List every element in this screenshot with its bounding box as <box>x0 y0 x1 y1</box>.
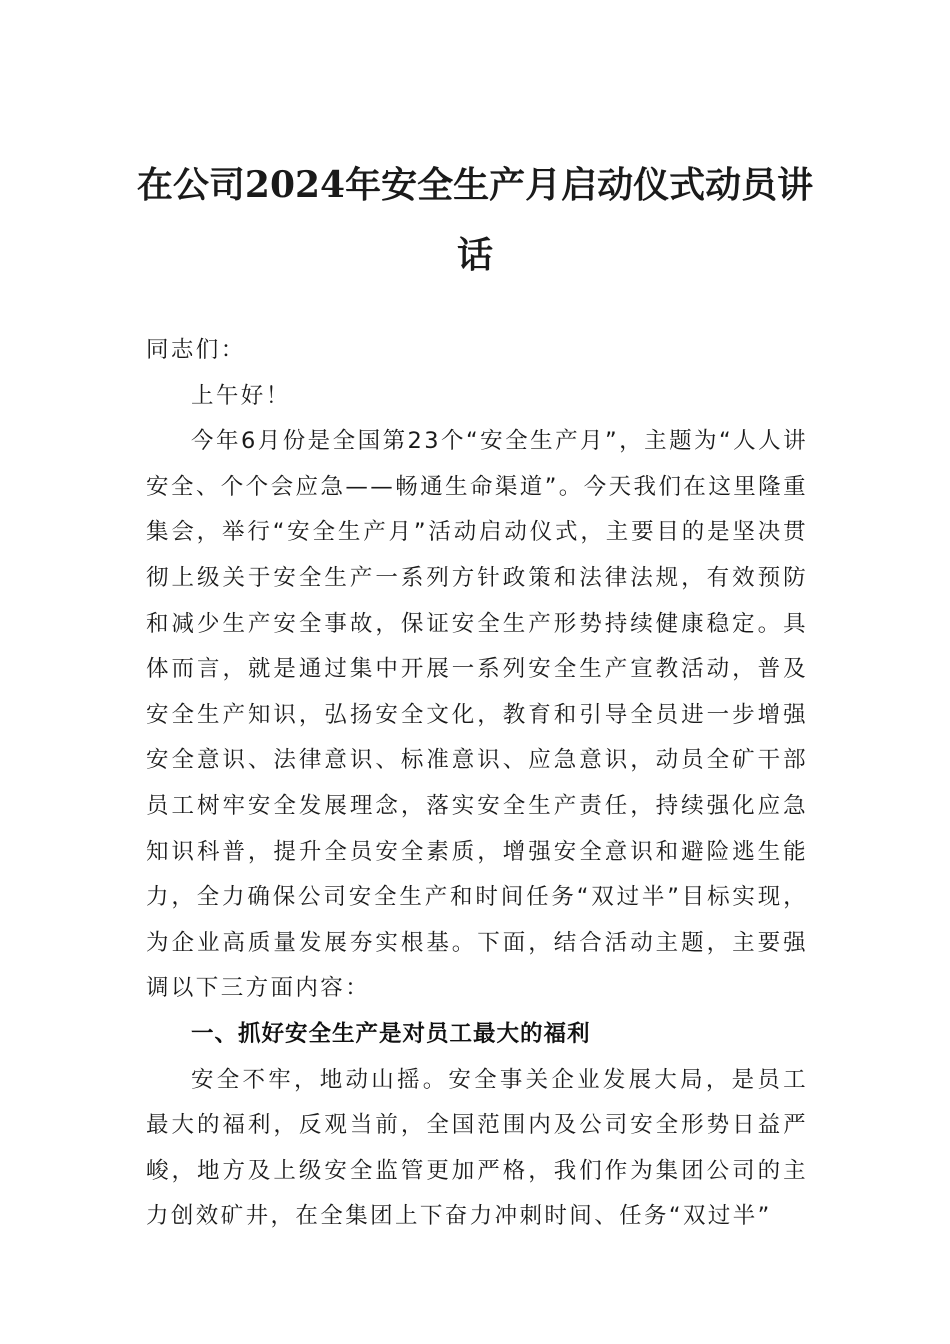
paragraph-section-1: 安全不牢，地动山摇。安全事关企业发展大局，是员工最大的福利，反观当前，全国范围内及公司安全形势日益严峻，地方及上级安全监管更加严格，我们作为集团公司的主力创效矿井，在全集团上下奋力冲刺时间、任务“双过半” <box>146 1066 808 1230</box>
section-heading-1: 一、抓好安全生产是对员工最大的福利 <box>191 1020 591 1047</box>
document-body <box>146 328 808 1240</box>
document-title: 在公司2024年安全生产月启动仪式动员讲话 <box>136 164 814 276</box>
greeting: 上午好！ <box>191 382 291 409</box>
paragraph-intro: 今年6月份是全国第23个“安全生产月”，主题为“人人讲安全、个个会应急——畅通生命渠道”。今天我们在这里隆重集会，举行“安全生产月”活动启动仪式，主要目的是坚决贯彻上级关于安全生产一系列方针政策和法律法规，有效预防和减少生产安全事故，保证安全生产形势持续健康稳定。具体而言，就是通过集中开展一系列安全生产宣教活动，普及安全生产知识，弘扬安全文化，教育和引导全员进一步增强安全意识、法律意识、标准意识、应急意识，动员全矿干部员工树牢安全发展理念，落实安全生产责任，持续强化应急知识科普，提升全员安全素质，增强安全意识和避险逃生能力，全力确保公司安全生产和时间任务“双过半”目标实现，为企业高质量发展夯实根基。下面，结合活动主题，主要强调以下三方面内容： <box>146 428 808 1002</box>
salutation: 同志们： <box>146 337 246 363</box>
